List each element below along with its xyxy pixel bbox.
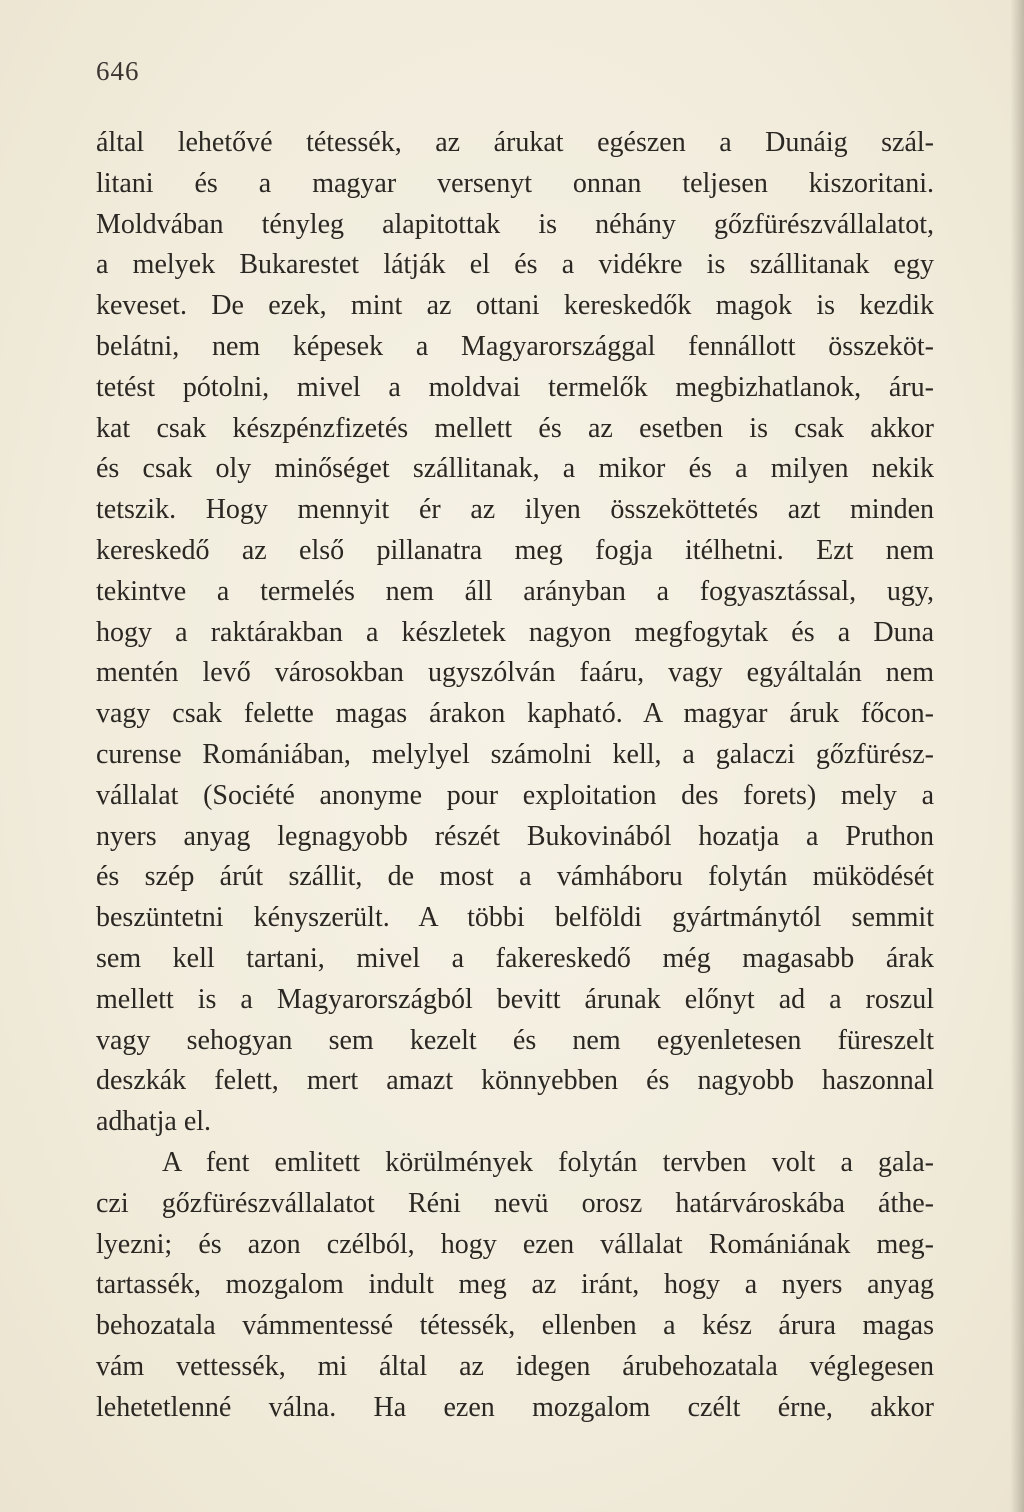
text-line: deszkák felett, mert amazt könnyebben és nagyobb haszonnal bbox=[96, 1065, 934, 1097]
text-line: tekintve a termelés nem áll arányban a fogyasztással, ugy, bbox=[96, 575, 934, 607]
text-line: sem kell tartani, mivel a fakereskedő még magasabb árak bbox=[96, 942, 934, 974]
text-line: és szép árút szállit, de most a vámháboru folytán müködését bbox=[96, 861, 934, 893]
text-line: által lehetővé tétessék, az árukat egészen a Dunáig szál- bbox=[96, 127, 934, 158]
text-line: és csak oly minőséget szállitanak, a mikor és a milyen nekik bbox=[96, 453, 934, 485]
text-line: tetszik. Hogy mennyit ér az ilyen összeköttetés azt minden bbox=[96, 494, 934, 526]
text-line: tartassék, mozgalom indult meg az iránt, hogy a nyers anyag bbox=[96, 1269, 934, 1301]
text-line: czi gőzfürészvállalatot Réni nevü orosz határvároskába áthe- bbox=[96, 1187, 934, 1219]
body-text bbox=[96, 123, 934, 1429]
text-line: litani és a magyar versenyt onnan teljesen kiszoritani. bbox=[96, 167, 934, 199]
text-line: hogy a raktárakban a készletek nagyon megfogytak és a Duna bbox=[96, 616, 934, 648]
text-line: beszüntetni kényszerült. A többi belföldi gyártmánytól semmit bbox=[96, 902, 934, 934]
text-line: Moldvában tényleg alapitottak is néhány gőzfürészvállalatot, bbox=[96, 208, 934, 240]
text-line: vám vettessék, mi által az idegen árubehozatala véglegesen bbox=[96, 1350, 934, 1382]
text-line: tetést pótolni, mivel a moldvai termelők megbizhatlanok, áru- bbox=[96, 371, 934, 403]
text-line: vállalat (Société anonyme pour exploitation des forets) mely a bbox=[96, 779, 934, 811]
page-number: 646 bbox=[96, 56, 140, 86]
paragraph-end-line: adhatja el. bbox=[96, 1106, 212, 1138]
text-line: lyezni; és azon czélból, hogy ezen vállalat Romániának meg- bbox=[96, 1228, 934, 1260]
text-line: curense Romániában, melylyel számolni kell, a galaczi gőzfürész- bbox=[96, 738, 934, 770]
text-line: keveset. De ezek, mint az ottani kereskedők magok is kezdik bbox=[96, 290, 934, 322]
text-line: mellett is a Magyarországból bevitt árunak előnyt ad a roszul bbox=[96, 983, 934, 1015]
text-line: nyers anyag legnagyobb részét Bukovinából hozatja a Pruthon bbox=[96, 820, 934, 852]
text-line: behozatala vámmentessé tétessék, ellenben a kész árura magas bbox=[96, 1310, 934, 1342]
text-line: kereskedő az első pillanatra meg fogja itélhetni. Ezt nem bbox=[96, 534, 934, 566]
page-edge-shadow bbox=[1010, 0, 1024, 1512]
text-line: vagy sehogyan sem kezelt és nem egyenletesen füreszelt bbox=[96, 1024, 934, 1056]
text-line: a melyek Bukarestet látják el és a vidékre is szállitanak egy bbox=[96, 249, 934, 281]
text-line: lehetetlenné válna. Ha ezen mozgalom czélt érne, akkor bbox=[96, 1391, 934, 1423]
paragraph-start-line: A fent emlitett körülmények folytán tervben volt a gala- bbox=[162, 1146, 934, 1178]
text-line: vagy csak felette magas árakon kapható. A magyar áruk főcon- bbox=[96, 698, 934, 730]
text-line: kat csak készpénzfizetés mellett és az esetben is csak akkor bbox=[96, 412, 934, 444]
text-line: mentén levő városokban ugyszólván faáru, vagy egyáltalán nem bbox=[96, 657, 934, 689]
text-line: belátni, nem képesek a Magyarországgal fennállott összeköt- bbox=[96, 330, 934, 362]
